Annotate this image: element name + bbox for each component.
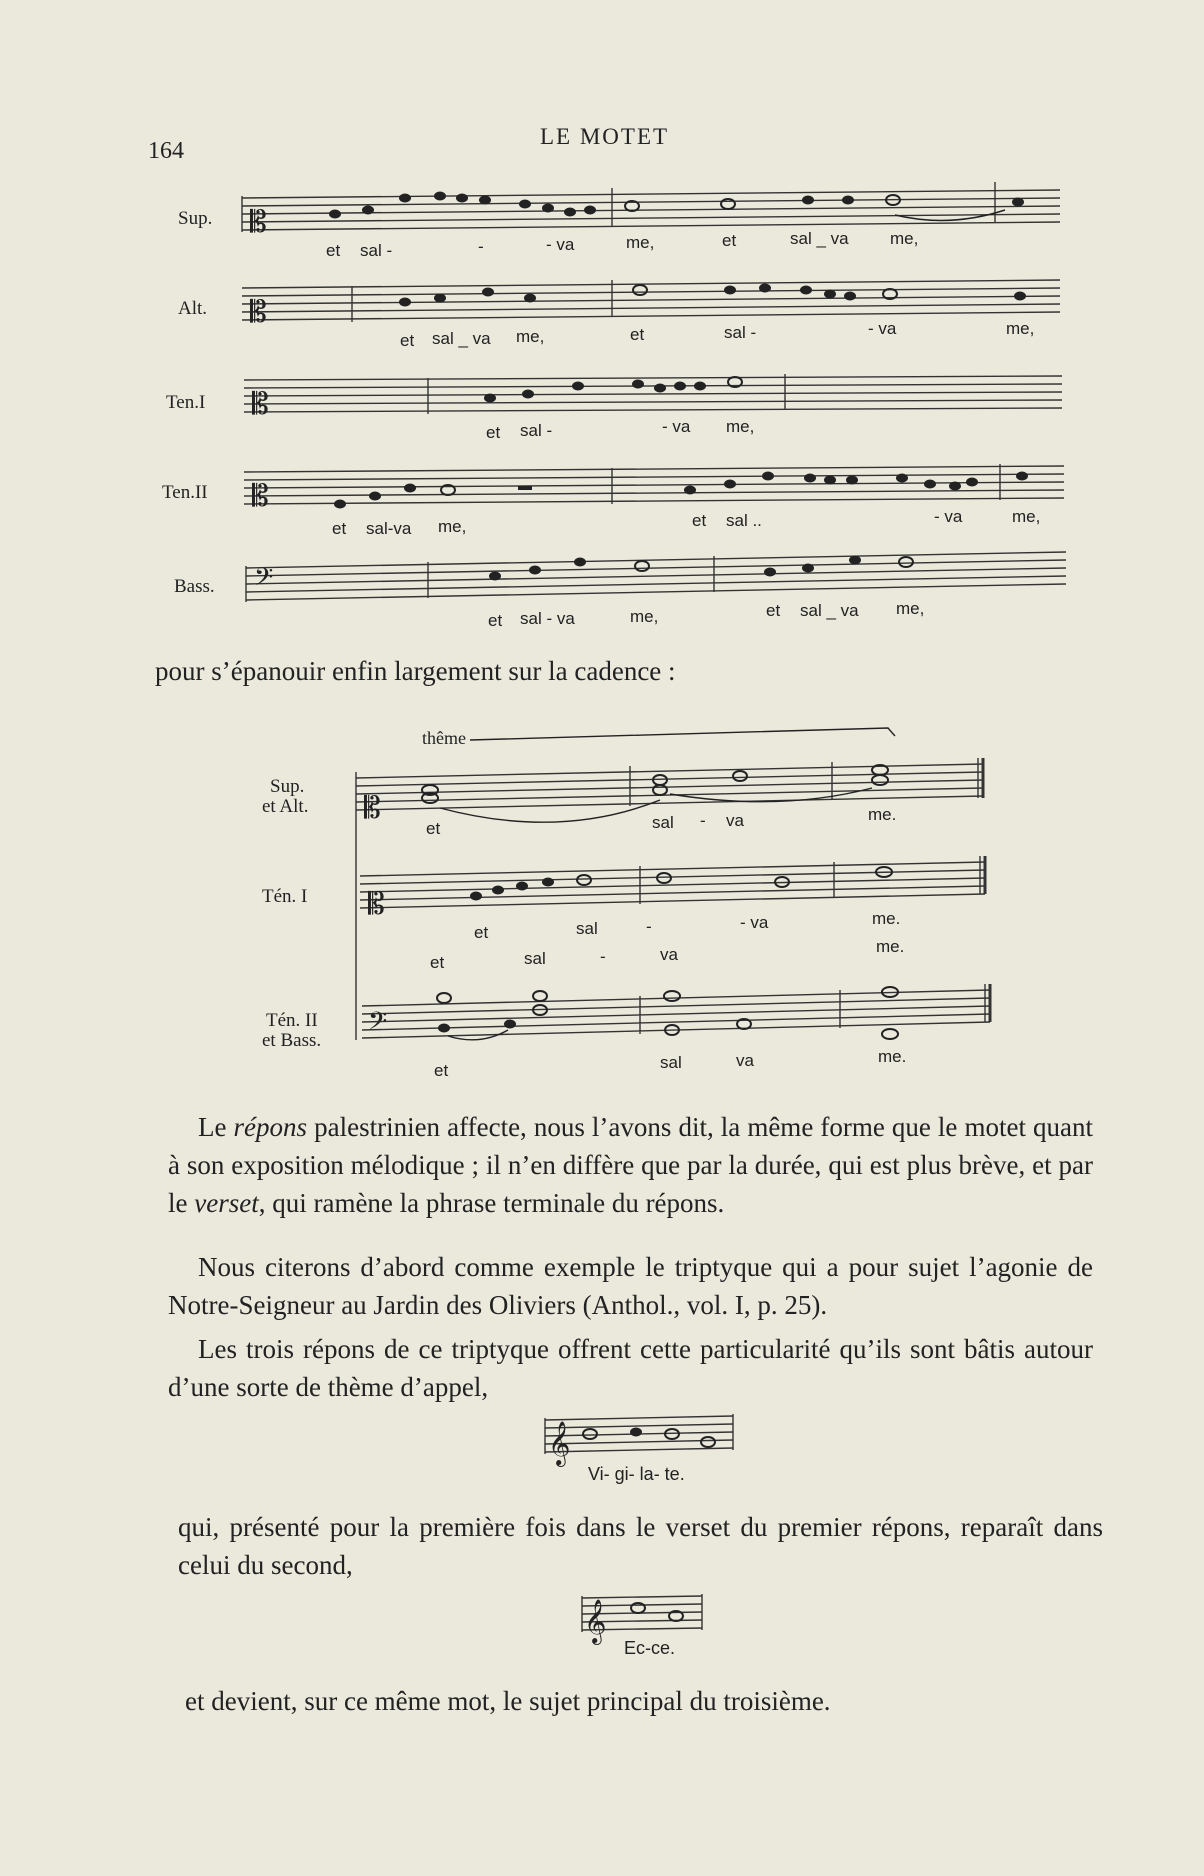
lyric: sal bbox=[652, 813, 674, 832]
lyric: et bbox=[630, 325, 645, 344]
lyric: me, bbox=[896, 599, 925, 618]
lyric: - va bbox=[740, 913, 769, 932]
lyric: - bbox=[600, 947, 606, 966]
lyric: - va bbox=[662, 417, 691, 436]
lyric: sal _ va bbox=[800, 601, 859, 620]
lyric: me, bbox=[1012, 507, 1041, 526]
lyric: - bbox=[478, 237, 484, 256]
lyric: et bbox=[426, 819, 441, 838]
lyric: sal bbox=[660, 1053, 682, 1072]
lyric: me. bbox=[868, 805, 897, 824]
alto-clef-icon: 𝄡 bbox=[364, 792, 381, 825]
lyric: et bbox=[400, 331, 415, 350]
text-cadence-intro: pour s’épanouir enfin largement sur la cadence : bbox=[155, 656, 676, 686]
paragraph-theme-appel: Les trois répons de ce triptyque offrent cette particularité qu’ils sont bâtis autour d’une sorte de thème d’appel, bbox=[168, 1334, 1093, 1402]
lyric: et bbox=[722, 231, 737, 250]
lyric: et bbox=[434, 1061, 449, 1080]
lyric: sal bbox=[524, 949, 546, 968]
lyric: sal-va bbox=[366, 519, 412, 538]
paragraph-troisieme: et devient, sur ce même mot, le sujet principal du troisième. bbox=[185, 1686, 831, 1716]
lyric: va bbox=[660, 945, 678, 964]
theme-label: thême bbox=[422, 728, 466, 748]
lyric: me, bbox=[438, 517, 467, 536]
lyric: sal - bbox=[520, 421, 553, 440]
paragraph-premier-repons: qui, présenté pour la première fois dans le verset du premier répons, reparaît dans celui du second, bbox=[178, 1512, 1103, 1580]
lyric: sal - bbox=[724, 323, 757, 342]
lyric: sal - bbox=[360, 241, 393, 260]
alto-clef-icon: 𝄡 bbox=[252, 480, 269, 513]
lyric: me, bbox=[516, 327, 545, 346]
lyric: me, bbox=[630, 607, 659, 626]
lyric: - va bbox=[546, 235, 575, 254]
voice-label-alt: Alt. bbox=[178, 298, 208, 319]
voice-label-sup-alt: et Alt. bbox=[262, 796, 309, 817]
lyric: et bbox=[430, 953, 445, 972]
page-number: 164 bbox=[148, 138, 184, 164]
lyric: et bbox=[766, 601, 781, 620]
voice-label-ten2: Ten.II bbox=[162, 482, 208, 503]
lyric: va bbox=[736, 1051, 754, 1070]
lyric: me, bbox=[726, 417, 755, 436]
voice-label-ten1: Ten.I bbox=[166, 392, 206, 413]
voice-label-sup-alt: Sup. bbox=[270, 776, 305, 797]
lyric: et bbox=[326, 241, 341, 260]
voice-label-ten2-bass: et Bass. bbox=[262, 1030, 322, 1051]
voice-label-sup: Sup. bbox=[178, 208, 213, 229]
alto-clef-icon: 𝄡 bbox=[250, 206, 267, 239]
bass-clef-icon: 𝄢 bbox=[254, 564, 274, 597]
lyric: va bbox=[726, 811, 744, 830]
lyric: et bbox=[692, 511, 707, 530]
alto-clef-icon: 𝄡 bbox=[250, 296, 267, 329]
lyric: - bbox=[700, 811, 706, 830]
lyric: et bbox=[488, 611, 503, 630]
caption-vigilate: Vi- gi- la- te. bbox=[588, 1464, 685, 1484]
lyric: et bbox=[332, 519, 347, 538]
voice-label-ten1: Tén. I bbox=[262, 886, 308, 907]
paragraph-repons: Le répons palestrinien affecte, nous l’avons dit, la même forme que le motet quant à son exposition mélodique ; il n’en diffère que par la durée, qui est plus brève, et par le verset, qui ramène la phrase terminale du répons. bbox=[168, 1112, 1094, 1218]
voice-label-ten2-bass: Tén. II bbox=[266, 1010, 318, 1031]
lyric: sal .. bbox=[726, 511, 762, 530]
lyric: me, bbox=[1006, 319, 1035, 338]
lyric: me. bbox=[878, 1047, 907, 1066]
paragraph-triptyque: Nous citerons d’abord comme exemple le triptyque qui a pour sujet l’agonie de Notre-Seigneur au Jardin des Oliviers (Anthol., vol. I, p. 25). bbox=[168, 1252, 1093, 1320]
lyric: me, bbox=[890, 229, 919, 248]
treble-clef-icon: 𝄞 bbox=[584, 1601, 607, 1643]
alto-clef-icon: 𝄡 bbox=[252, 388, 269, 421]
lyric: sal - va bbox=[520, 609, 575, 628]
lyric: - va bbox=[934, 507, 963, 526]
lyric: sal bbox=[576, 919, 598, 938]
treble-clef-icon: 𝄞 bbox=[548, 1423, 571, 1465]
caption-ecce: Ec-ce. bbox=[624, 1638, 676, 1658]
lyric: sal _ va bbox=[790, 229, 849, 248]
bass-clef-icon: 𝄢 bbox=[368, 1008, 388, 1041]
lyric: - va bbox=[868, 319, 897, 338]
lyric: et bbox=[474, 923, 489, 942]
alto-clef-icon: 𝄡 bbox=[368, 888, 385, 921]
lyric: sal _ va bbox=[432, 329, 491, 348]
lyric: - bbox=[646, 917, 652, 936]
lyric: me. bbox=[872, 909, 901, 928]
lyric: me. bbox=[876, 937, 905, 956]
voice-label-bass: Bass. bbox=[174, 576, 215, 597]
lyric: me, bbox=[626, 233, 655, 252]
lyric: et bbox=[486, 423, 501, 442]
running-title: LE MOTET bbox=[540, 124, 670, 149]
